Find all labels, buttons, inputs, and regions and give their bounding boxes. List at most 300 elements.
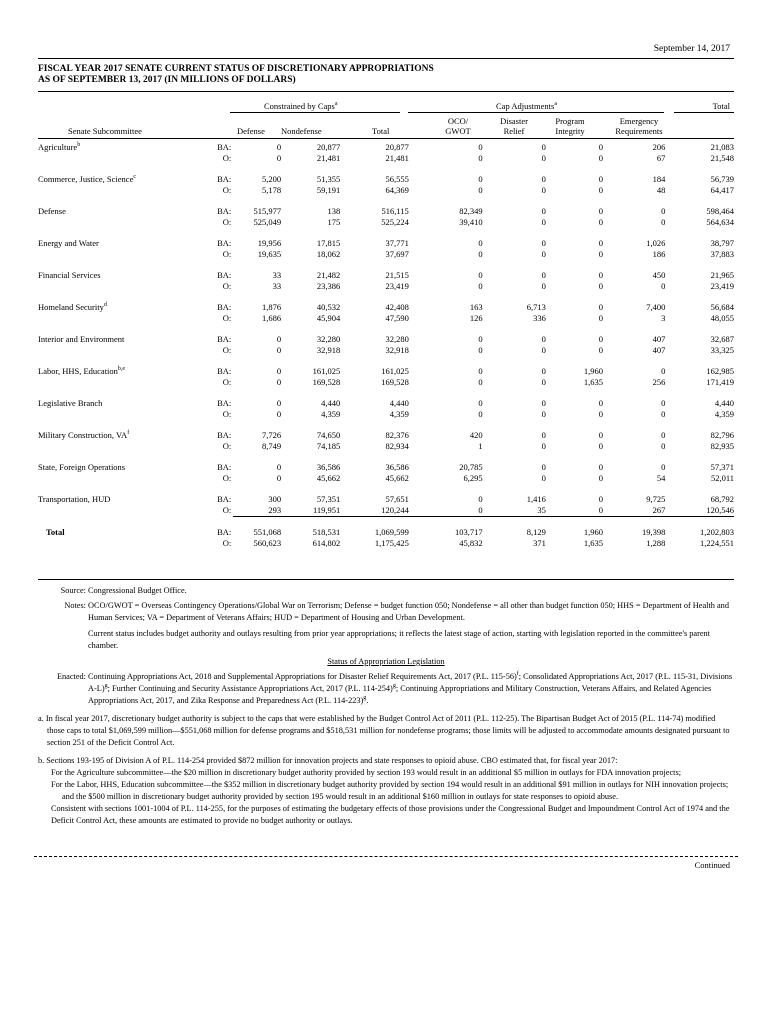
subcommittee-label: Labor, HHS, Education bbox=[38, 366, 118, 376]
value-cell: 420 bbox=[469, 430, 483, 440]
value-cell: 7,400 bbox=[646, 302, 666, 312]
value-cell: 0 bbox=[661, 441, 666, 451]
value-cell: 32,687 bbox=[710, 334, 734, 344]
cap-adjustments-header: Cap Adjustments$^a$ bbox=[496, 101, 557, 111]
value-cell: 0 bbox=[478, 270, 483, 280]
footnote-marker: b bbox=[77, 142, 81, 149]
value-cell: 0 bbox=[276, 142, 282, 152]
budget-authority-label: BA: bbox=[217, 334, 232, 344]
value-cell: 36,586 bbox=[316, 462, 341, 472]
value-cell: 0 bbox=[661, 217, 666, 227]
value-cell: 407 bbox=[652, 345, 666, 355]
value-cell: 0 bbox=[598, 270, 604, 280]
outlays-label: O: bbox=[222, 313, 232, 323]
row-spacer bbox=[38, 260, 734, 270]
value-cell: 0 bbox=[598, 409, 604, 419]
row-spacer-cell bbox=[38, 420, 734, 430]
value-cell: 1,069,599 bbox=[374, 527, 409, 537]
empty-label-cell bbox=[38, 441, 194, 452]
subcommittee-label: Total bbox=[46, 527, 65, 537]
budget-authority-label: BA: bbox=[217, 462, 232, 472]
value-cell: 0 bbox=[661, 409, 666, 419]
value-cell: 56,684 bbox=[710, 302, 734, 312]
value-cell: 42,408 bbox=[385, 302, 409, 312]
value-cell: 0 bbox=[541, 153, 546, 163]
table-row bbox=[38, 473, 734, 484]
value-cell: 0 bbox=[661, 281, 666, 291]
subcommittee-column-header: Senate Subcommittee bbox=[68, 126, 142, 136]
value-cell: 48,055 bbox=[710, 313, 734, 323]
value-cell: 47,590 bbox=[385, 313, 409, 323]
subcommittee-name bbox=[38, 462, 194, 473]
table-row bbox=[38, 462, 734, 473]
row-spacer bbox=[38, 228, 734, 238]
notes-text-1: OCO/GWOT = Overseas Contingency Operations/Global War on Terrorism; Defense = budget function 050; Nondefense = all other than budget function 050; HHS = Department of Health and Human Services; VA = Department of Veterans Affairs; HUD = Department of Housing and Urban Development. bbox=[88, 601, 729, 622]
value-cell: 0 bbox=[478, 366, 483, 376]
footnote-b-consistent: Consistent with sections 1001-1004 of P.L. 114-255, for the purposes of estimating the budgetary effects of those provisions under the Congressional Budget and Impoundment Control Act of 1974 and the Deficit Control Act, these amounts are estimated to provide no budget authority or outlays. bbox=[51, 804, 730, 825]
value-cell: 64,369 bbox=[385, 185, 409, 195]
footnote-marker: d bbox=[103, 302, 107, 309]
disaster-relief-column-header: Disaster Relief bbox=[500, 116, 528, 136]
outlays-label: O: bbox=[222, 441, 232, 451]
row-spacer-cell bbox=[38, 196, 734, 206]
value-cell: 57,351 bbox=[316, 494, 341, 504]
row-spacer bbox=[38, 420, 734, 430]
subcommittee-name bbox=[38, 494, 194, 505]
outlays-label: O: bbox=[222, 185, 232, 195]
defense-column-header: Defense bbox=[237, 126, 265, 136]
subcommittee-label: Interior and Environment bbox=[38, 334, 125, 344]
table-row bbox=[38, 430, 734, 441]
enacted-label: Enacted: bbox=[56, 672, 86, 681]
value-cell: 45,662 bbox=[385, 473, 409, 483]
budget-authority-label: BA: bbox=[217, 494, 232, 504]
continued-dashed-rule bbox=[34, 856, 738, 857]
value-cell: 184 bbox=[652, 174, 666, 184]
subcommittee-label: State, Foreign Operations bbox=[38, 462, 126, 472]
value-cell: 169,528 bbox=[312, 377, 341, 387]
outlays-label: O: bbox=[222, 473, 232, 483]
subcommittee-label: Energy and Water bbox=[38, 238, 99, 248]
table-row bbox=[38, 538, 734, 549]
empty-label-cell bbox=[38, 281, 194, 292]
value-cell: 0 bbox=[541, 345, 546, 355]
row-spacer-cell bbox=[38, 388, 734, 398]
notes-note bbox=[38, 600, 734, 652]
value-cell: 0 bbox=[541, 473, 546, 483]
nondefense-column-header: Nondefense bbox=[281, 126, 322, 136]
value-cell: 0 bbox=[661, 430, 666, 440]
value-cell: 5,200 bbox=[261, 174, 282, 184]
value-cell: 614,802 bbox=[312, 538, 341, 548]
value-cell: 56,555 bbox=[385, 174, 409, 184]
source-text: Congressional Budget Office. bbox=[88, 586, 187, 595]
value-cell: 206 bbox=[652, 142, 666, 152]
value-cell: 4,359 bbox=[714, 409, 734, 419]
budget-authority-label: BA: bbox=[217, 430, 232, 440]
subcommittee-name bbox=[38, 398, 194, 409]
empty-label-cell bbox=[38, 409, 194, 420]
budget-authority-label: BA: bbox=[217, 174, 232, 184]
subcommittee-name bbox=[38, 270, 194, 281]
value-cell: 4,440 bbox=[389, 398, 409, 408]
enacted-note bbox=[38, 671, 734, 707]
empty-label-cell bbox=[38, 345, 194, 356]
empty-label-cell bbox=[38, 217, 194, 228]
value-cell: 103,717 bbox=[454, 527, 483, 537]
value-cell: 20,877 bbox=[385, 142, 409, 152]
table-row bbox=[38, 377, 734, 388]
subcommittee-name bbox=[38, 430, 194, 441]
value-cell: 21,515 bbox=[385, 270, 409, 280]
value-cell: 0 bbox=[478, 334, 483, 344]
report-date: September 14, 2017 bbox=[653, 44, 730, 54]
row-spacer bbox=[38, 517, 734, 528]
value-cell: 0 bbox=[478, 281, 483, 291]
subcommittee-label: Agriculture bbox=[38, 142, 78, 152]
total-sub-column-header: Total bbox=[372, 126, 390, 136]
value-cell: 1,416 bbox=[526, 494, 546, 504]
value-cell: 0 bbox=[661, 398, 666, 408]
value-cell: 23,419 bbox=[385, 281, 409, 291]
table-row bbox=[38, 174, 734, 185]
value-cell: 0 bbox=[598, 249, 604, 259]
value-cell: 525,049 bbox=[253, 217, 282, 227]
value-cell: 0 bbox=[598, 217, 604, 227]
subcommittee-label: Commerce, Justice, Science bbox=[38, 174, 134, 184]
value-cell: 0 bbox=[478, 249, 483, 259]
value-cell: 1,960 bbox=[583, 366, 604, 376]
row-spacer bbox=[38, 356, 734, 366]
value-cell: 35 bbox=[483, 505, 546, 517]
subcommittee-name bbox=[38, 302, 194, 313]
value-cell: 0 bbox=[598, 441, 604, 451]
value-cell: 82,349 bbox=[459, 206, 483, 216]
value-cell: 0 bbox=[409, 505, 483, 517]
value-cell: 32,918 bbox=[316, 345, 341, 355]
value-cell: 0 bbox=[598, 142, 604, 152]
table-row bbox=[38, 238, 734, 249]
value-cell: 371 bbox=[533, 538, 546, 548]
appropriations-table-body bbox=[38, 142, 734, 549]
row-spacer-cell bbox=[38, 164, 734, 174]
table-row bbox=[38, 313, 734, 324]
value-cell: 0 bbox=[276, 345, 282, 355]
value-cell: 1,224,551 bbox=[700, 538, 734, 548]
value-cell: 0 bbox=[541, 430, 546, 440]
value-cell: 8,129 bbox=[526, 527, 546, 537]
value-cell: 57,651 bbox=[385, 494, 409, 504]
source-note bbox=[38, 585, 734, 597]
value-cell: 32,918 bbox=[385, 345, 409, 355]
table-row bbox=[38, 249, 734, 260]
value-cell: 52,011 bbox=[710, 473, 734, 483]
budget-authority-label: BA: bbox=[217, 206, 232, 216]
budget-authority-label: BA: bbox=[217, 302, 232, 312]
footnote-b-labor: For the Labor, HHS, Education subcommittee—the $352 million in discretionary budget authority provided by section 194 would result in an additional $91 million in outlays for NIH innovation projects; and the $500 million in discretionary budget authority provided by section 195 would result in an additional $160 million in outlays for state responses to opioid abuse. bbox=[51, 780, 729, 801]
value-cell: 0 bbox=[598, 430, 604, 440]
value-cell: 138 bbox=[327, 206, 341, 216]
subcommittee-label: Military Construction, VA bbox=[38, 430, 128, 440]
value-cell: 48 bbox=[656, 185, 666, 195]
value-cell: 293 bbox=[233, 505, 281, 517]
subcommittee-label: Financial Services bbox=[38, 270, 101, 280]
row-spacer-cell bbox=[38, 292, 734, 302]
report-title bbox=[38, 64, 638, 86]
empty-label-cell bbox=[38, 185, 194, 196]
table-row bbox=[38, 527, 734, 538]
notes-section bbox=[38, 585, 734, 827]
value-cell: 23,419 bbox=[710, 281, 734, 291]
report-page bbox=[38, 0, 734, 1024]
value-cell: 1,960 bbox=[583, 527, 604, 537]
title-line-1: FISCAL YEAR 2017 SENATE CURRENT STATUS OF DISCRETIONARY APPROPRIATIONS bbox=[38, 64, 434, 74]
outlays-label: O: bbox=[222, 281, 232, 291]
value-cell: 120,244 bbox=[340, 505, 409, 517]
value-cell: 256 bbox=[652, 377, 666, 387]
budget-authority-label: BA: bbox=[217, 238, 232, 248]
empty-label-cell bbox=[38, 473, 194, 484]
empty-label-cell bbox=[38, 538, 194, 549]
total-header: Total bbox=[712, 101, 730, 111]
continued-label: Continued bbox=[694, 860, 730, 870]
empty-label-cell bbox=[38, 249, 194, 260]
budget-authority-label: BA: bbox=[217, 270, 232, 280]
value-cell: 0 bbox=[661, 206, 666, 216]
table-row bbox=[38, 409, 734, 420]
value-cell: 0 bbox=[276, 377, 282, 387]
value-cell: 0 bbox=[478, 174, 483, 184]
value-cell: 267 bbox=[603, 505, 665, 517]
value-cell: 21,482 bbox=[316, 270, 341, 280]
value-cell: 19,635 bbox=[257, 249, 282, 259]
row-spacer-cell bbox=[38, 484, 734, 494]
value-cell: 0 bbox=[661, 462, 666, 472]
value-cell: 33,325 bbox=[710, 345, 734, 355]
value-cell: 45,662 bbox=[316, 473, 341, 483]
value-cell: 175 bbox=[327, 217, 341, 227]
value-cell: 37,771 bbox=[385, 238, 409, 248]
value-cell: 162,985 bbox=[706, 366, 734, 376]
value-cell: 560,623 bbox=[253, 538, 282, 548]
value-cell: 82,935 bbox=[710, 441, 734, 451]
footnote-marker: b,e bbox=[117, 366, 126, 373]
value-cell: 20,785 bbox=[459, 462, 483, 472]
value-cell: 169,528 bbox=[381, 377, 409, 387]
value-cell: 300 bbox=[268, 494, 282, 504]
value-cell: 4,440 bbox=[321, 398, 341, 408]
value-cell: 5,178 bbox=[261, 185, 282, 195]
budget-authority-label: BA: bbox=[217, 142, 232, 152]
value-cell: 18,062 bbox=[316, 249, 341, 259]
value-cell: 82,376 bbox=[385, 430, 409, 440]
value-cell: 0 bbox=[276, 153, 282, 163]
value-cell: 525,224 bbox=[381, 217, 409, 227]
value-cell: 21,083 bbox=[710, 142, 734, 152]
budget-authority-label: BA: bbox=[217, 366, 232, 376]
value-cell: 0 bbox=[598, 398, 604, 408]
value-cell: 0 bbox=[598, 334, 604, 344]
value-cell: 516,115 bbox=[381, 206, 409, 216]
outlays-label: O: bbox=[222, 345, 232, 355]
cap-adjustments-underline bbox=[408, 112, 664, 113]
outlays-label: O: bbox=[222, 249, 232, 259]
value-cell: 51,355 bbox=[316, 174, 341, 184]
program-integrity-column-header: Program Integrity bbox=[555, 116, 585, 136]
outlays-label: O: bbox=[222, 409, 232, 419]
table-row bbox=[38, 441, 734, 452]
table-row bbox=[38, 505, 734, 517]
value-cell: 4,359 bbox=[389, 409, 409, 419]
value-cell: 407 bbox=[652, 334, 666, 344]
outlays-label: O: bbox=[222, 505, 232, 516]
value-cell: 6,713 bbox=[526, 302, 546, 312]
row-spacer bbox=[38, 452, 734, 462]
value-cell: 45,832 bbox=[459, 538, 483, 548]
constrained-by-caps-header: Constrained by Caps$^a$ bbox=[264, 101, 338, 111]
value-cell: 4,359 bbox=[321, 409, 341, 419]
value-cell: 37,697 bbox=[385, 249, 409, 259]
subcommittee-name bbox=[38, 238, 194, 249]
value-cell: 0 bbox=[541, 142, 546, 152]
table-row bbox=[38, 398, 734, 409]
value-cell: 0 bbox=[541, 238, 546, 248]
value-cell: 0 bbox=[598, 238, 604, 248]
status-heading: Status of Appropriation Legislation bbox=[327, 657, 445, 666]
row-spacer-cell bbox=[38, 356, 734, 366]
value-cell: 19,398 bbox=[642, 527, 666, 537]
table-row bbox=[38, 281, 734, 292]
empty-label-cell bbox=[38, 505, 194, 517]
value-cell: 0 bbox=[541, 174, 546, 184]
value-cell: 39,410 bbox=[459, 217, 483, 227]
total-underline bbox=[674, 112, 734, 113]
value-cell: 36,586 bbox=[385, 462, 409, 472]
value-cell: 1,876 bbox=[261, 302, 282, 312]
value-cell: 0 bbox=[598, 494, 604, 504]
value-cell: 0 bbox=[478, 377, 483, 387]
row-spacer-cell bbox=[38, 452, 734, 462]
row-spacer bbox=[38, 388, 734, 398]
row-spacer bbox=[38, 196, 734, 206]
row-spacer-cell bbox=[38, 260, 734, 270]
value-cell: 54 bbox=[656, 473, 666, 483]
header-rule bbox=[38, 91, 734, 92]
value-cell: 0 bbox=[478, 345, 483, 355]
value-cell: 0 bbox=[541, 366, 546, 376]
value-cell: 0 bbox=[598, 174, 604, 184]
value-cell: 8,749 bbox=[261, 441, 282, 451]
value-cell: 23,386 bbox=[316, 281, 341, 291]
value-cell: 74,185 bbox=[316, 441, 341, 451]
value-cell: 33 bbox=[272, 281, 282, 291]
value-cell: 0 bbox=[478, 238, 483, 248]
footnote-b-intro: b. Sections 193-195 of Division A of P.L. 114-254 provided $872 million for innovation projects and state responses to opioid abuse. CBO estimated that, for fiscal year 2017: bbox=[38, 756, 618, 765]
value-cell: 40,532 bbox=[316, 302, 341, 312]
value-cell: 57,371 bbox=[710, 462, 734, 472]
table-row bbox=[38, 142, 734, 153]
value-cell: 0 bbox=[276, 366, 282, 376]
value-cell: 515,977 bbox=[253, 206, 282, 216]
value-cell: 0 bbox=[661, 366, 666, 376]
oco-gwot-column-header: OCO/ GWOT bbox=[445, 116, 471, 136]
table-row bbox=[38, 302, 734, 313]
value-cell: 186 bbox=[652, 249, 666, 259]
value-cell: 171,419 bbox=[706, 377, 734, 387]
footnote-marker: c bbox=[133, 174, 137, 181]
subcommittee-name bbox=[38, 527, 194, 538]
empty-label-cell bbox=[38, 313, 194, 324]
value-cell: 0 bbox=[541, 217, 546, 227]
value-cell: 0 bbox=[276, 473, 282, 483]
appropriations-table bbox=[38, 142, 734, 549]
value-cell: 0 bbox=[598, 206, 604, 216]
value-cell: 82,796 bbox=[710, 430, 734, 440]
value-cell: 1,635 bbox=[583, 377, 604, 387]
value-cell: 0 bbox=[276, 334, 282, 344]
value-cell: 21,548 bbox=[710, 153, 734, 163]
value-cell: 7,726 bbox=[261, 430, 282, 440]
row-spacer bbox=[38, 164, 734, 174]
column-header-rule bbox=[38, 138, 734, 139]
value-cell: 163 bbox=[469, 302, 483, 312]
subcommittee-label: Legislative Branch bbox=[38, 398, 103, 408]
row-spacer-cell bbox=[38, 228, 734, 238]
value-cell: 21,965 bbox=[710, 270, 734, 280]
value-cell: 74,650 bbox=[316, 430, 341, 440]
value-cell: 0 bbox=[541, 249, 546, 259]
value-cell: 1,686 bbox=[261, 313, 282, 323]
value-cell: 33 bbox=[272, 270, 282, 280]
table-row bbox=[38, 153, 734, 164]
value-cell: 161,025 bbox=[381, 366, 409, 376]
outlays-label: O: bbox=[222, 377, 232, 387]
value-cell: 37,883 bbox=[710, 249, 734, 259]
empty-label-cell bbox=[38, 377, 194, 388]
notes-text-2: Current status includes budget authority and outlays resulting from prior year appropriations; it reflects the latest stage of action, starting with legislation reported in the committee's parent chamber. bbox=[88, 629, 710, 650]
value-cell: 32,280 bbox=[316, 334, 341, 344]
value-cell: 4,440 bbox=[714, 398, 734, 408]
value-cell: 21,481 bbox=[385, 153, 409, 163]
value-cell: 0 bbox=[541, 409, 546, 419]
subcommittee-label: Transportation, HUD bbox=[38, 494, 111, 504]
empty-label-cell bbox=[38, 153, 194, 164]
value-cell: 1 bbox=[478, 441, 483, 451]
value-cell: 0 bbox=[541, 270, 546, 280]
value-cell: 336 bbox=[533, 313, 546, 323]
value-cell: 1,635 bbox=[583, 538, 604, 548]
value-cell: 0 bbox=[541, 398, 546, 408]
value-cell: 67 bbox=[656, 153, 666, 163]
title-line-2: AS OF SEPTEMBER 13, 2017 (IN MILLIONS OF DOLLARS) bbox=[38, 75, 296, 85]
value-cell: 56,739 bbox=[710, 174, 734, 184]
value-cell: 120,546 bbox=[665, 505, 734, 517]
value-cell: 0 bbox=[478, 142, 483, 152]
footnote-b-agriculture: For the Agriculture subcommittee—the $20 million in discretionary budget authority provided by section 193 would result in an additional $5 million in outlays for FDA innovation projects; bbox=[51, 768, 682, 777]
footnote-marker: f bbox=[127, 430, 130, 437]
value-cell: 0 bbox=[541, 334, 546, 344]
outlays-label: O: bbox=[222, 153, 232, 163]
value-cell: 119,951 bbox=[281, 505, 340, 517]
emergency-requirements-column-header: Emergency Requirements bbox=[615, 116, 663, 136]
value-cell: 0 bbox=[541, 185, 546, 195]
value-cell: 0 bbox=[541, 377, 546, 387]
value-cell: 1,175,425 bbox=[374, 538, 409, 548]
value-cell: 0 bbox=[276, 409, 282, 419]
value-cell: 161,025 bbox=[312, 366, 341, 376]
value-cell: 0 bbox=[598, 473, 604, 483]
source-label: Source: bbox=[60, 586, 86, 595]
